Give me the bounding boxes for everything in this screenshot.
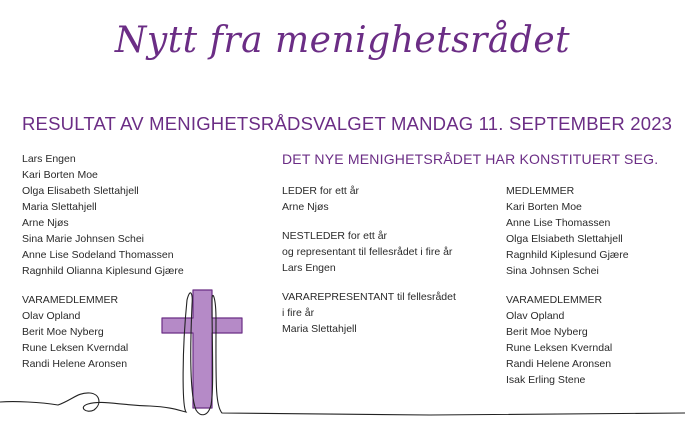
page-title: Nytt fra menighetsrådet — [114, 20, 571, 61]
deputy-member: Randi Helene Aronsen — [506, 358, 612, 370]
deputy-member: Berit Moe Nyberg — [506, 326, 588, 338]
deputy-rep-label: VARAREPRESENTANT til fellesrådet — [282, 291, 456, 303]
deputies-label: VARAMEDLEMMER — [22, 294, 119, 306]
deputies-label: VARAMEDLEMMER — [506, 294, 603, 306]
elected-member: Maria Slettahjell — [22, 201, 97, 213]
deputy-member: Rune Leksen Kverndal — [22, 342, 129, 354]
elected-member: Ragnhild Olianna Kiplesund Gjære — [22, 265, 184, 277]
deputy-member: Olav Opland — [506, 310, 565, 322]
leader-label: LEDER for ett år — [282, 185, 360, 197]
deputy-member: Olav Opland — [22, 310, 81, 322]
constituted-heading: DET NYE MENIGHETSRÅDET HAR KONSTITUERT SEG. — [282, 151, 659, 167]
elected-member: Kari Borten Moe — [22, 169, 98, 181]
council-member: Olga Elsiabeth Slettahjell — [506, 233, 623, 245]
deputy-member: Berit Moe Nyberg — [22, 326, 104, 338]
vice-leader-label-cont: og representant til fellesrådet i fire år — [282, 246, 453, 258]
deputy-rep-label-cont: i fire år — [282, 307, 315, 319]
leader-name: Arne Njøs — [282, 201, 329, 213]
election-result-heading: RESULTAT AV MENIGHETSRÅDSVALGET MANDAG 11. SEPTEMBER 2023 — [22, 113, 673, 134]
elected-member: Lars Engen — [22, 153, 76, 165]
deputy-member: Randi Helene Aronsen — [22, 358, 128, 370]
deputy-rep-name: Maria Slettahjell — [282, 323, 357, 335]
council-member: Ragnhild Kiplesund Gjære — [506, 249, 629, 261]
members-label: MEDLEMMER — [506, 185, 575, 197]
elected-member: Arne Njøs — [22, 217, 69, 229]
elected-member: Anne Lise Sodeland Thomassen — [22, 249, 174, 261]
council-member: Anne Lise Thomassen — [506, 217, 611, 229]
elected-member: Olga Elisabeth Slettahjell — [22, 185, 139, 197]
vice-leader-name: Lars Engen — [282, 262, 336, 274]
deputy-member: Rune Leksen Kverndal — [506, 342, 613, 354]
deputy-member: Isak Erling Stene — [506, 374, 586, 386]
council-member: Sina Johnsen Schei — [506, 265, 599, 277]
council-member: Kari Borten Moe — [506, 201, 582, 213]
decorative-line — [0, 293, 685, 415]
cross-icon — [162, 290, 242, 408]
elected-member: Sina Marie Johnsen Schei — [22, 233, 144, 245]
vice-leader-label: NESTLEDER for ett år — [282, 230, 388, 242]
